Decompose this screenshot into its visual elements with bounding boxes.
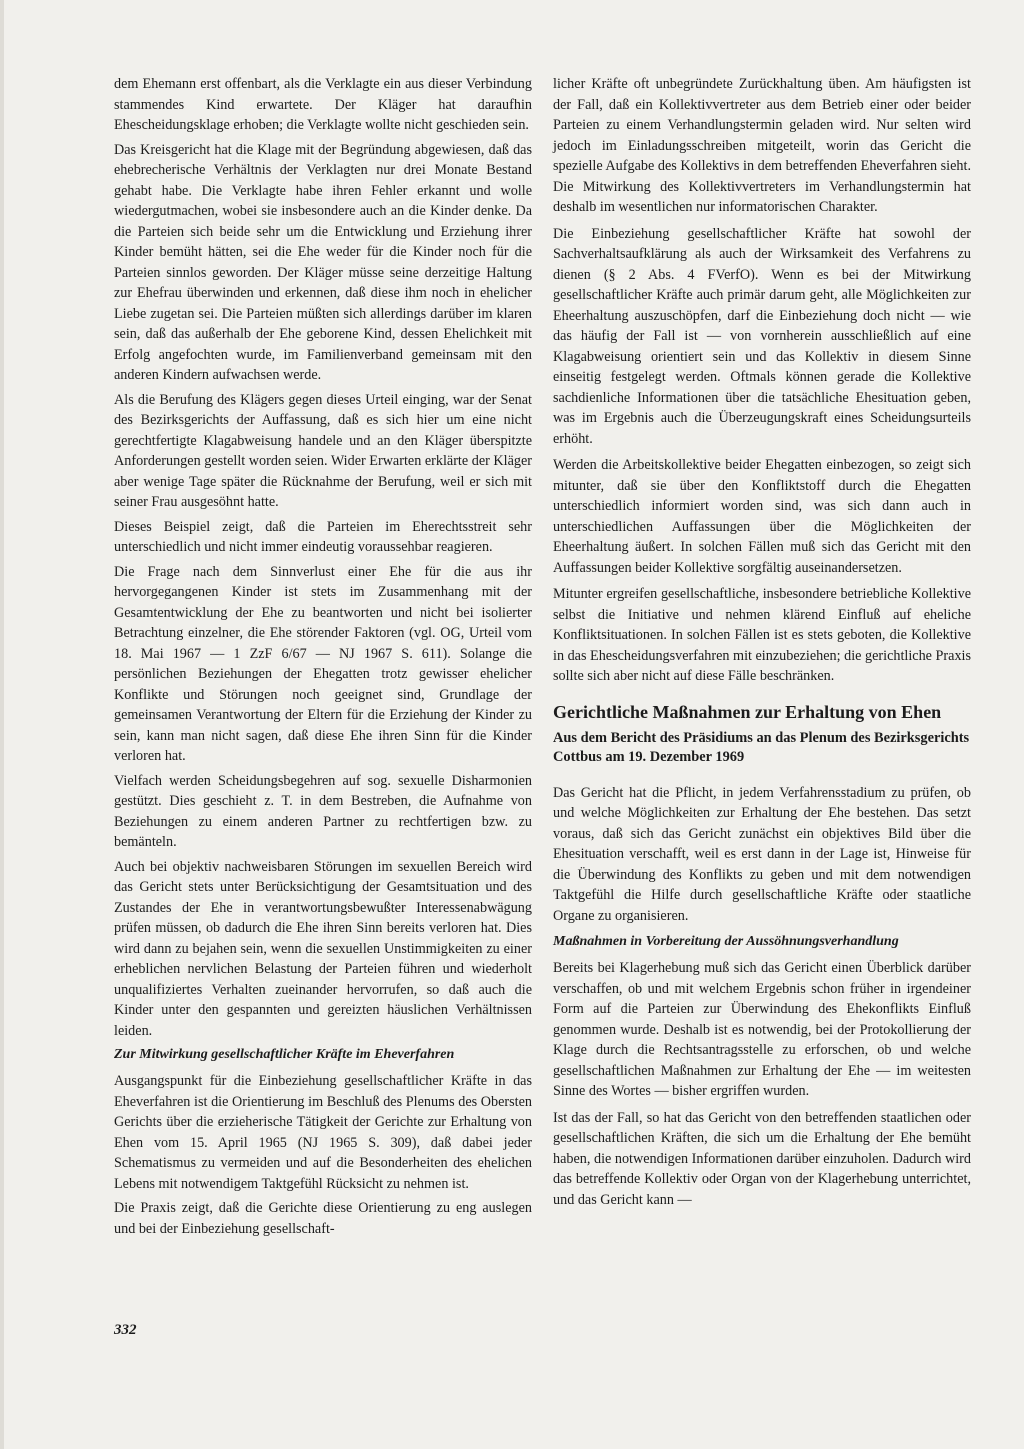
article-heading: Gerichtliche Maßnahmen zur Erhaltung von Ehen (553, 701, 942, 722)
paragraph: Mitunter ergreifen gesellschaftliche, insbesondere betriebliche Kollektive selbst die Initiative und nehmen klärend Einfluß auf eheliche Konfliktsituationen. In solchen Fällen ist es stets geboten, die Kollektive in das Ehescheidungsverfahren mit einzubeziehen; die gerichtliche Praxis sollte sich aber nicht auf diese Fälle beschränken. (553, 586, 971, 684)
paragraph: Ausgangspunkt für die Einbeziehung gesellschaftlicher Kräfte in das Eheverfahren ist die Orientierung im Beschluß des Plenums des Obersten Gerichts über die erzieherische Tätigkeit der Gerichte zur Erhaltung von Ehen vom 15. April 1965 (NJ 1965 S. 309), daß dabei jeder Schematismus zu vermeiden und auf die Besonderheiten des ehelichen Lebens mit notwendigem Taktgefühl Rücksicht zu nehmen ist. (114, 1073, 532, 1192)
paragraph: licher Kräfte oft unbegründete Zurückhaltung üben. Am häufigsten ist der Fall, daß ein Kollektivvertreter aus dem Betrieb einer oder beider Parteien zu einem Verhandlungstermin geladen wird. Nur selten wird jedoch im Einladungsschreiben mitgeteilt, worin das Gericht die spezielle Aufgabe des Kollektivs in dem betreffenden Eheverfahren sieht. Die Mitwirkung des Kollektivvertreters im Verhandlungstermin hat deshalb im wesentlichen nur informatorischen Charakter. (553, 76, 971, 215)
paragraph: Die Praxis zeigt, daß die Gerichte diese Orientierung zu eng auslegen und bei der Einbeziehung gesellschaft- (114, 1200, 532, 1237)
paragraph: Die Einbeziehung gesellschaftlicher Kräfte hat sowohl der Sachverhaltsaufklärung als auch der Wirksamkeit des Verfahrens zu dienen (§ 2 Abs. 4 FVerfO). Wenn es bei der Mitwirkung gesellschaftlicher Kräfte auch primär darum geht, alle Möglichkeiten zur Eheerhaltung auszuschöpfen, darf die Einbeziehung doch nicht — wie das häufig der Fall ist — von vornherein ausschließlich auf eine Klagabweisung orientiert sein und das Kollektiv in diesem Sinne einseitig festgelegt werden. Oftmals können gerade die Kollektive sachdienliche Informationen über die tatsächliche Ehesituation geben, was im Ergebnis auch die Überzeugungskraft eines Scheidungsurteils erhöht. (553, 225, 971, 447)
paragraph: Als die Berufung des Klägers gegen dieses Urteil einging, war der Senat des Bezirksgerichts der Auffassung, daß es sich hier um eine nicht gerechtfertigte Klagabweisung handele und an den Kläger überspitzte Anforderungen gestellt worden seien. Wider Erwarten erklärte der Kläger aber wenige Tage später die Rücknahme der Berufung, weil er sich mit seiner Frau ausgesöhnt hatte. (114, 391, 532, 510)
section-subheading: Maßnahmen in Vorbereitung der Aussöhnungsverhandlung (553, 934, 899, 949)
paragraph: Werden die Arbeitskollektive beider Ehegatten einbezogen, so zeigt sich mitunter, daß sie über den Konfliktstoff durch die Ehegatten unterschiedlich informiert worden sind, was sich dann auch in unterschiedlichen Auffassungen über die Möglichkeiten der Eheerhaltung äußert. In solchen Fällen muß sich das Gericht mit den Auffassungen beider Kollektive sorgfältig auseinandersetzen. (553, 457, 971, 576)
left-column (114, 74, 532, 1243)
section-subheading: Zur Mitwirkung gesellschaftlicher Kräfte im Eheverfahren (114, 1047, 455, 1062)
paragraph: Vielfach werden Scheidungsbegehren auf sog. sexuelle Disharmonien gestützt. Dies geschieht z. T. in dem Bestreben, die Aufnahme von Beziehungen zu einem anderen Partner zu rechtfertigen bzw. zu bemänteln. (114, 772, 532, 850)
page-edge (0, 0, 4, 1449)
paragraph: Ist das der Fall, so hat das Gericht von den betreffenden staatlichen oder gesellschaftlichen Kräften, die sich um die Erhaltung der Ehe bemüht haben, die notwendigen Informationen darüber einzuholen. Dadurch wird das betreffende Kollektiv oder Organ von der Klagerhebung unterrichtet, und das Gericht kann — (553, 1109, 971, 1208)
paragraph: Dieses Beispiel zeigt, daß die Parteien im Eherechtsstreit sehr unterschiedlich und nicht immer eindeutig voraussehbar reagieren. (114, 518, 532, 555)
paragraph: Das Gericht hat die Pflicht, in jedem Verfahrensstadium zu prüfen, ob und welche Möglichkeiten zur Erhaltung der Ehe bestehen. Das setzt voraus, daß sich das Gericht zunächst ein objektives Bild über die Ehesituation verschafft, weil es erst dann in der Lage ist, Hinweise für die Überwindung des Konflikts zu geben und mit dem notwendigen Taktgefühl die Hilfe durch gesellschaftliche Kräfte oder staatliche Organe zu organisieren. (553, 784, 971, 924)
paragraph: Das Kreisgericht hat die Klage mit der Begründung abgewiesen, daß das ehebrecherische Verhältnis der Verklagten nur drei Monate Bestand gehabt habe. Die Verklagte habe ihren Fehler erkannt und wolle wiedergutmachen, wobei sie insbesondere auch an die Kinder denke. Da die Parteien sich beide sehr um die Entwicklung und Erziehung ihrer Kinder bemüht hätten, sei die Ehe weder für die Kinder noch für die Parteien sinnlos geworden. Der Kläger müsse seine derzeitige Haltung zur Ehefrau überwinden und erkennen, daß diese ihm noch in ehelicher Liebe zugetan sei. Die Parteien müßten sich allerdings darüber im klaren sein, daß das außerhalb der Ehe geborene Kind, dessen Ehelichkeit mit Erfolg angefochten wurde, im Familienverband gemeinsam mit den anderen Kindern aufwachsen werde. (114, 141, 532, 383)
paragraph: dem Ehemann erst offenbart, als die Verklagte ein aus dieser Verbindung stammendes Kind erwartete. Der Kläger hat daraufhin Ehescheidungsklage erhoben; die Verklagte wollte nicht geschieden sein. (114, 76, 532, 133)
page-number: 332 (114, 1322, 137, 1338)
article-subheading: Aus dem Bericht des Präsidiums an das Plenum des Bezirksgerichts Cottbus am 19. Dezember 1969 (553, 729, 970, 765)
paragraph: Die Frage nach dem Sinnverlust einer Ehe für die aus ihr hervorgegangenen Kinder ist stets im Zusammenhang mit der Gesamtentwicklung der Ehe zu beantworten und nicht bei isolierter Betrachtung einzelner, die Ehe störender Faktoren (vgl. OG, Urteil vom 18. Mai 1967 — 1 ZzF 6/67 — NJ 1967 S. 611). Solange die persönlichen Beziehungen der Ehegatten trotz gewisser ehelicher Konflikte und Störungen noch geeignet sind, Grundlage der gemeinsamen Verantwortung der Eltern für die Erziehung der Kinder zu sein, kann man nicht sagen, daß diese Ehe ihren Sinn für die Kinder verloren hat. (114, 563, 532, 764)
paragraph: Bereits bei Klagerhebung muß sich das Gericht einen Überblick darüber verschaffen, ob und mit welchem Ergebnis schon früher in irgendeiner Form auf die Parteien zur Überwindung des Ehekonflikts Einfluß genommen wurde. Deshalb ist es notwendig, bei der Protokollierung der Klage durch die Rechtsantragsstelle zu erforschen, ob und welche gesellschaftlichen Maßnahmen zur Erhaltung der Ehe — im weitesten Sinne des Wortes — bisher ergriffen wurden. (553, 960, 971, 1099)
paragraph: Auch bei objektiv nachweisbaren Störungen im sexuellen Bereich wird das Gericht stets unter Berücksichtigung der Gesamtsituation und des Zustandes der Ehe in verantwortungsbewußter Interessenabwägung prüfen müssen, ob dadurch die Ehe ihren Sinn bereits verloren hat. Dies wird dann zu bejahen sein, wenn die sexuellen Unstimmigkeiten zu einer erheblichen nervlichen Belastung der Parteien führen und wiederholt unqualifiziertes Verhalten zueinander hervorrufen, so daß auch die Kinder unter den gespannten und gereizten häuslichen Verhältnissen leiden. (114, 858, 532, 1039)
right-column (553, 74, 971, 1216)
